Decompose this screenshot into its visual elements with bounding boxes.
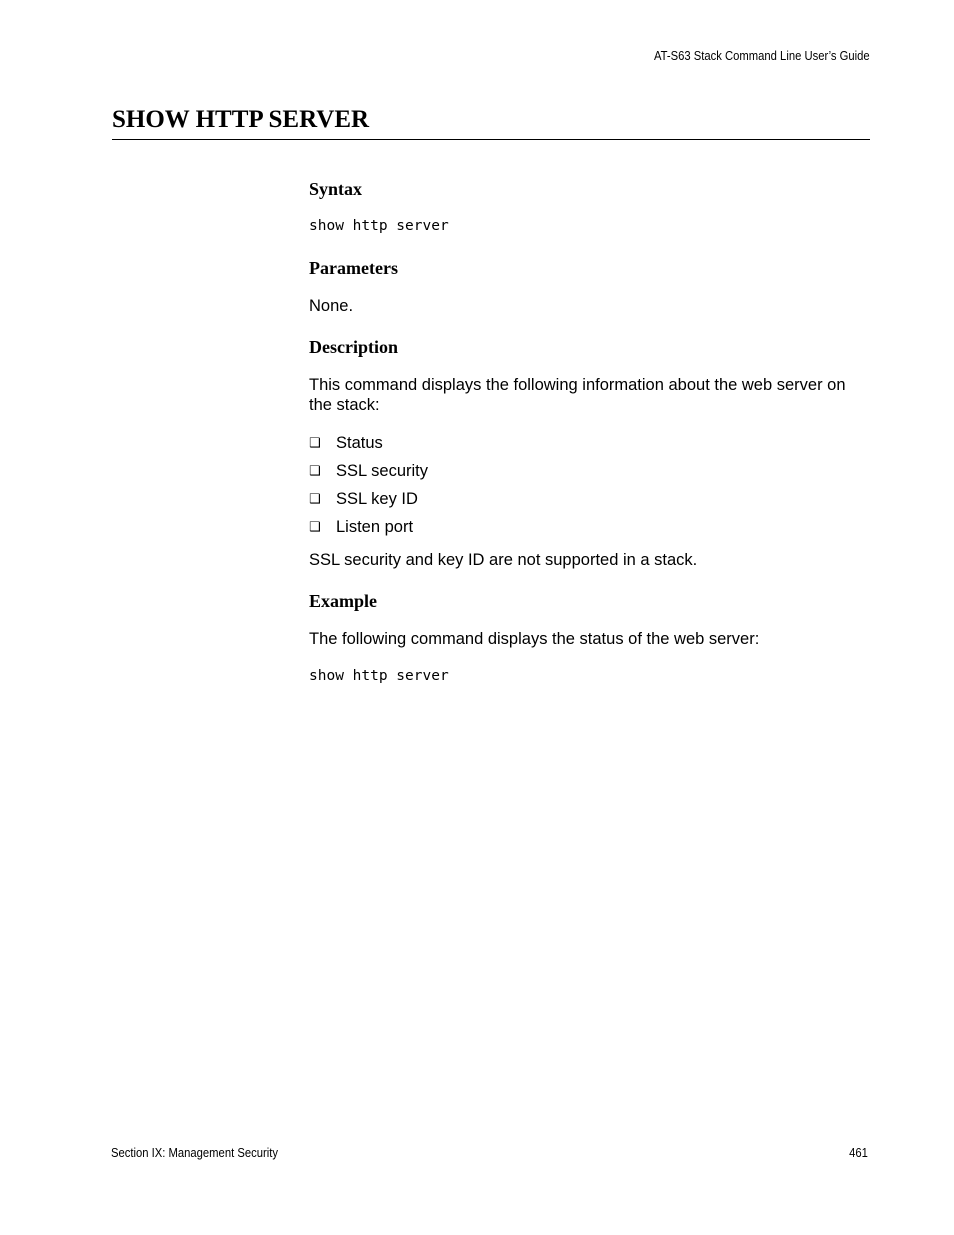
syntax-command: show http server [309,218,449,234]
list-item-label: SSL key ID [336,489,418,508]
list-item [309,485,871,513]
description-intro: This command displays the following information about the web server on the stack: [309,376,846,414]
description-heading: Description [309,337,398,357]
description-note: SSL security and key ID are not supported in a stack. [309,551,698,569]
list-item-label: SSL security [336,461,429,480]
list-item [309,429,871,457]
list-item [309,457,871,485]
footer-section-label: Section IX: Management Security [111,1146,278,1160]
checkbox-bullet-icon: ❑ [309,435,321,451]
checkbox-bullet-icon: ❑ [309,519,321,535]
parameters-text: None. [309,297,354,315]
list-item-label: Status [336,433,383,452]
footer-page-number: 461 [849,1146,868,1160]
list-item [309,513,871,541]
example-command: show http server [309,668,449,684]
title-divider [112,139,870,140]
example-heading: Example [309,591,378,611]
page-title: SHOW HTTP SERVER [112,106,370,133]
syntax-heading: Syntax [309,179,363,199]
parameters-heading: Parameters [309,258,398,278]
example-text: The following command displays the status of the web server: [309,630,760,648]
command-reference [309,178,871,685]
description-bullet-list [309,429,871,541]
running-header: AT-S63 Stack Command Line User’s Guide [654,49,870,63]
list-item-label: Listen port [336,517,414,536]
checkbox-bullet-icon: ❑ [309,463,321,479]
checkbox-bullet-icon: ❑ [309,491,321,507]
